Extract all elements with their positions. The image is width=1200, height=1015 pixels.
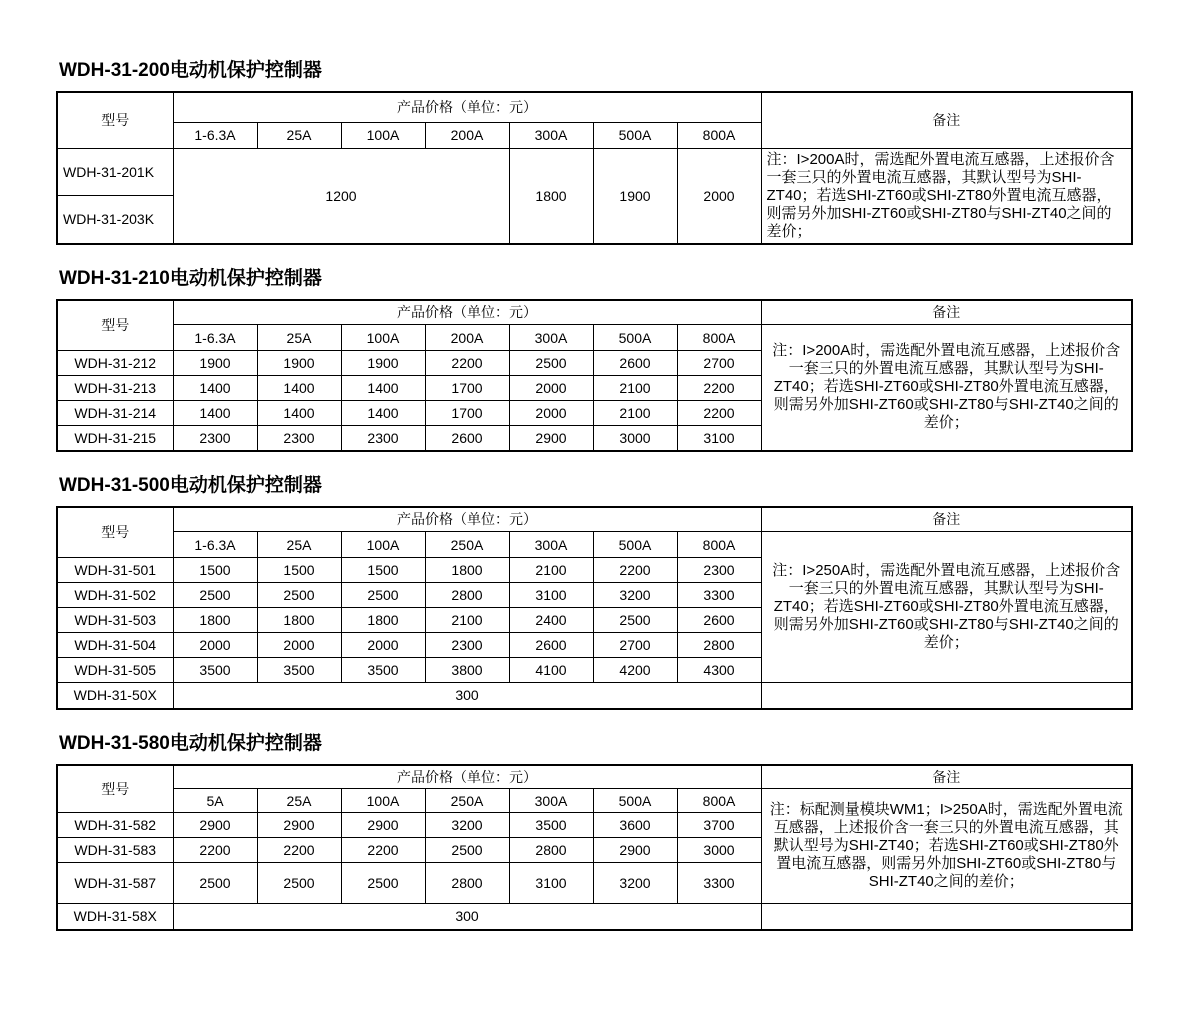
price-group-header: 产品价格（单位：元） <box>173 300 761 325</box>
model-cell: WDH-31-503 <box>57 608 173 633</box>
section-title: WDH-31-580电动机保护控制器 <box>59 732 322 754</box>
price-cell: 1900 <box>593 148 677 244</box>
price-cell: 2800 <box>425 583 509 608</box>
amp-col-header: 5A <box>173 789 257 813</box>
price-cell: 2800 <box>509 838 593 863</box>
price-cell: 1700 <box>425 401 509 426</box>
price-cell: 2500 <box>173 863 257 904</box>
amp-col-header: 1-6.3A <box>173 122 257 148</box>
price-cell: 2200 <box>425 351 509 376</box>
price-cell: 1700 <box>425 376 509 401</box>
model-cell: WDH-31-203K <box>57 196 173 244</box>
price-cell: 2700 <box>677 351 761 376</box>
model-cell: WDH-31-583 <box>57 838 173 863</box>
price-cell: 3200 <box>593 583 677 608</box>
price-cell: 3200 <box>425 813 509 838</box>
price-table <box>56 299 1133 452</box>
price-table <box>56 506 1133 710</box>
price-cell: 1800 <box>173 608 257 633</box>
model-header: 型号 <box>57 765 173 813</box>
price-cell: 2000 <box>677 148 761 244</box>
remark-cell: 注：标配测量模块WM1；I>250A时，需选配外置电流互感器，上述报价含一套三只的外置电流互感器，其默认型号为SHI-ZT40；若选SHI-ZT60或SHI-ZT80外置电流互感器，则需另外加SHI-ZT60或SHI-ZT80与SHI-ZT40之间的差价； <box>761 789 1132 904</box>
section-wdh-31-210 <box>56 268 1140 452</box>
remark-cell: 注：I>200A时，需选配外置电流互感器，上述报价含一套三只的外置电流互感器，其默认型号为SHI-ZT40；若选SHI-ZT60或SHI-ZT80外置电流互感器，则需另外加SHI-ZT60或SHI-ZT80与SHI-ZT40之间的差价； <box>761 148 1132 244</box>
model-header: 型号 <box>57 92 173 148</box>
remark-cell: 注：I>250A时，需选配外置电流互感器，上述报价含一套三只的外置电流互感器，其默认型号为SHI-ZT40；若选SHI-ZT60或SHI-ZT80外置电流互感器，则需另外加SHI-ZT60或SHI-ZT80与SHI-ZT40之间的差价； <box>761 532 1132 683</box>
price-cell: 1900 <box>257 351 341 376</box>
model-cell: WDH-31-213 <box>57 376 173 401</box>
price-cell: 2200 <box>341 838 425 863</box>
amp-col-header: 200A <box>425 325 509 351</box>
section-title: WDH-31-210电动机保护控制器 <box>59 267 322 289</box>
price-cell: 2100 <box>425 608 509 633</box>
amp-col-header: 800A <box>677 325 761 351</box>
remark-header: 备注 <box>761 765 1132 789</box>
price-cell: 3300 <box>677 583 761 608</box>
remark-header: 备注 <box>761 507 1132 532</box>
amp-col-header: 100A <box>341 789 425 813</box>
price-cell: 1400 <box>341 376 425 401</box>
section-wdh-31-580 <box>56 733 1140 931</box>
section-title: WDH-31-200电动机保护控制器 <box>59 60 322 81</box>
price-cell: 2000 <box>257 633 341 658</box>
price-cell: 2300 <box>677 558 761 583</box>
price-cell: 2500 <box>173 583 257 608</box>
price-cell: 3100 <box>509 863 593 904</box>
price-cell: 1400 <box>173 376 257 401</box>
price-cell: 2200 <box>173 838 257 863</box>
price-cell: 2300 <box>257 426 341 451</box>
remark-cell: 注：I>200A时，需选配外置电流互感器，上述报价含一套三只的外置电流互感器，其默认型号为SHI-ZT40；若选SHI-ZT60或SHI-ZT80外置电流互感器，则需另外加SHI-ZT60或SHI-ZT80与SHI-ZT40之间的差价； <box>761 325 1132 451</box>
empty-remark-cell <box>761 683 1132 709</box>
price-table <box>56 764 1133 931</box>
price-cell: 3500 <box>173 658 257 683</box>
price-cell: 3100 <box>509 583 593 608</box>
amp-col-header: 100A <box>341 532 425 558</box>
price-cell: 2300 <box>341 426 425 451</box>
amp-col-header: 300A <box>509 122 593 148</box>
price-cell: 1900 <box>341 351 425 376</box>
price-cell: 2600 <box>677 608 761 633</box>
amp-col-header: 300A <box>509 532 593 558</box>
price-cell: 2500 <box>341 583 425 608</box>
amp-col-header: 500A <box>593 532 677 558</box>
amp-col-header: 1-6.3A <box>173 325 257 351</box>
model-cell: WDH-31-501 <box>57 558 173 583</box>
section-title: WDH-31-500电动机保护控制器 <box>59 474 322 496</box>
empty-remark-cell <box>761 904 1132 930</box>
amp-col-header: 1-6.3A <box>173 532 257 558</box>
price-group-header: 产品价格（单位：元） <box>173 92 761 122</box>
amp-col-header: 800A <box>677 122 761 148</box>
price-cell: 3500 <box>341 658 425 683</box>
amp-col-header: 500A <box>593 789 677 813</box>
price-cell: 1400 <box>257 401 341 426</box>
footer-price-cell: 300 <box>173 683 761 709</box>
price-cell: 2500 <box>425 838 509 863</box>
price-cell: 2900 <box>173 813 257 838</box>
amp-col-header: 500A <box>593 122 677 148</box>
price-cell: 1500 <box>341 558 425 583</box>
price-cell: 2900 <box>509 426 593 451</box>
price-cell: 2600 <box>509 633 593 658</box>
price-cell: 3100 <box>677 426 761 451</box>
price-cell: 3500 <box>257 658 341 683</box>
model-cell: WDH-31-50X <box>57 683 173 709</box>
price-cell: 4100 <box>509 658 593 683</box>
price-table <box>56 91 1133 245</box>
price-cell: 2100 <box>509 558 593 583</box>
price-cell: 1900 <box>173 351 257 376</box>
model-cell: WDH-31-582 <box>57 813 173 838</box>
model-cell: WDH-31-58X <box>57 904 173 930</box>
price-cell: 3000 <box>677 838 761 863</box>
price-cell: 2100 <box>593 376 677 401</box>
model-cell: WDH-31-504 <box>57 633 173 658</box>
model-cell: WDH-31-214 <box>57 401 173 426</box>
model-cell: WDH-31-502 <box>57 583 173 608</box>
price-cell: 3500 <box>509 813 593 838</box>
price-cell: 1800 <box>341 608 425 633</box>
price-cell: 3000 <box>593 426 677 451</box>
model-cell: WDH-31-215 <box>57 426 173 451</box>
amp-col-header: 250A <box>425 789 509 813</box>
price-cell: 2900 <box>257 813 341 838</box>
price-cell: 2000 <box>341 633 425 658</box>
price-cell: 2200 <box>677 401 761 426</box>
amp-col-header: 800A <box>677 789 761 813</box>
price-cell: 2600 <box>425 426 509 451</box>
price-cell: 2300 <box>173 426 257 451</box>
price-cell: 3200 <box>593 863 677 904</box>
price-cell: 2000 <box>509 401 593 426</box>
price-cell: 1400 <box>341 401 425 426</box>
price-cell: 2200 <box>257 838 341 863</box>
price-cell: 3300 <box>677 863 761 904</box>
price-cell: 3700 <box>677 813 761 838</box>
price-cell: 2300 <box>425 633 509 658</box>
amp-col-header: 500A <box>593 325 677 351</box>
price-cell: 2500 <box>341 863 425 904</box>
price-cell: 3800 <box>425 658 509 683</box>
amp-col-header: 300A <box>509 325 593 351</box>
price-cell: 2500 <box>593 608 677 633</box>
model-header: 型号 <box>57 300 173 351</box>
amp-col-header: 100A <box>341 325 425 351</box>
price-cell: 3600 <box>593 813 677 838</box>
price-cell: 2200 <box>677 376 761 401</box>
model-cell: WDH-31-212 <box>57 351 173 376</box>
amp-col-header: 800A <box>677 532 761 558</box>
price-cell: 2400 <box>509 608 593 633</box>
price-cell: 2000 <box>173 633 257 658</box>
price-cell: 1800 <box>509 148 593 244</box>
amp-col-header: 250A <box>425 532 509 558</box>
price-cell: 1800 <box>257 608 341 633</box>
price-cell: 4200 <box>593 658 677 683</box>
price-cell: 2800 <box>677 633 761 658</box>
price-group-header: 产品价格（单位：元） <box>173 765 761 789</box>
remark-header: 备注 <box>761 92 1132 148</box>
price-cell: 4300 <box>677 658 761 683</box>
price-cell: 2500 <box>257 863 341 904</box>
price-cell: 2600 <box>593 351 677 376</box>
model-cell: WDH-31-505 <box>57 658 173 683</box>
amp-col-header: 300A <box>509 789 593 813</box>
section-wdh-31-500 <box>56 475 1140 710</box>
price-cell: 1400 <box>257 376 341 401</box>
model-cell: WDH-31-587 <box>57 863 173 904</box>
merged-price-cell: 1200 <box>173 148 509 244</box>
price-cell: 1800 <box>425 558 509 583</box>
amp-col-header: 25A <box>257 122 341 148</box>
price-group-header: 产品价格（单位：元） <box>173 507 761 532</box>
model-cell: WDH-31-201K <box>57 148 173 196</box>
remark-header: 备注 <box>761 300 1132 325</box>
footer-price-cell: 300 <box>173 904 761 930</box>
price-cell: 2200 <box>593 558 677 583</box>
price-cell: 2500 <box>257 583 341 608</box>
amp-col-header: 100A <box>341 122 425 148</box>
amp-col-header: 25A <box>257 532 341 558</box>
price-cell: 2000 <box>509 376 593 401</box>
model-header: 型号 <box>57 507 173 558</box>
price-cell: 2700 <box>593 633 677 658</box>
price-cell: 2100 <box>593 401 677 426</box>
price-cell: 1500 <box>257 558 341 583</box>
price-cell: 2900 <box>593 838 677 863</box>
section-wdh-31-200 <box>56 60 1140 245</box>
price-cell: 1400 <box>173 401 257 426</box>
price-cell: 2500 <box>509 351 593 376</box>
price-cell: 1500 <box>173 558 257 583</box>
amp-col-header: 25A <box>257 789 341 813</box>
amp-col-header: 200A <box>425 122 509 148</box>
price-cell: 2800 <box>425 863 509 904</box>
price-cell: 2900 <box>341 813 425 838</box>
amp-col-header: 25A <box>257 325 341 351</box>
